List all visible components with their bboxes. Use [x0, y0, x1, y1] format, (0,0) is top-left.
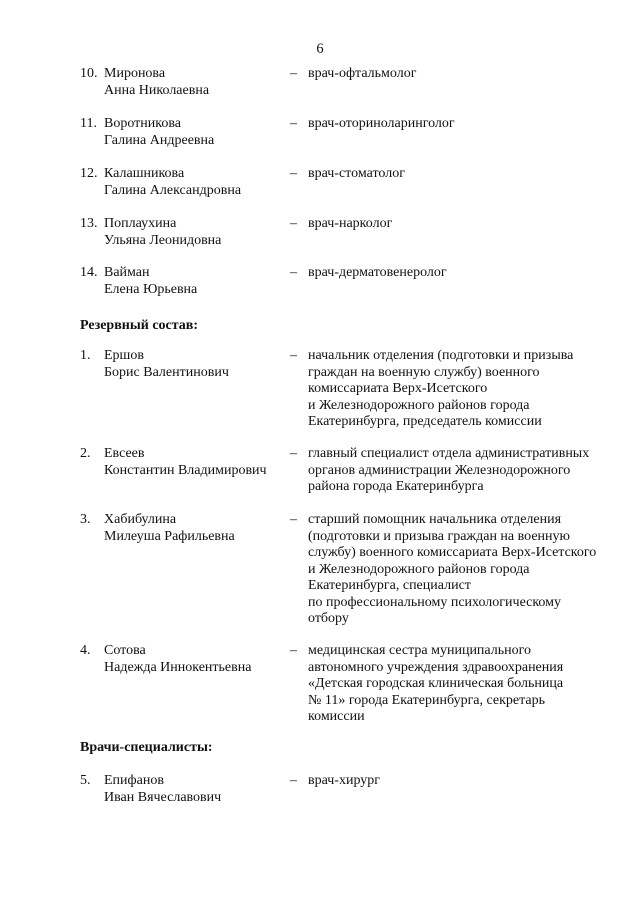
given-names: Константин Владимирович	[104, 462, 267, 478]
page-number: 6	[316, 41, 324, 57]
dash: –	[290, 216, 297, 231]
section-heading-reserve: Резервный состав:	[80, 318, 199, 333]
person-name	[104, 265, 304, 298]
dash: –	[290, 166, 297, 181]
person-name	[104, 216, 304, 249]
given-names: Надежда Иннокентьевна	[104, 659, 252, 675]
position-description: врач-нарколог	[308, 216, 393, 231]
surname: Сотова	[104, 643, 146, 658]
dash: –	[290, 265, 297, 280]
item-number: 1.	[80, 348, 91, 363]
given-names: Милеуша Рафильевна	[104, 528, 235, 544]
item-number: 2.	[80, 446, 91, 461]
person-name	[104, 66, 304, 99]
given-names: Иван Вячеславович	[104, 789, 222, 805]
item-number: 11.	[80, 116, 97, 131]
person-name	[104, 166, 304, 199]
item-number: 5.	[80, 773, 91, 788]
item-number: 12.	[80, 166, 98, 181]
position-description: врач-дерматовенеролог	[308, 265, 447, 280]
given-names: Галина Андреевна	[104, 132, 215, 148]
given-names: Борис Валентинович	[104, 364, 229, 380]
dash: –	[290, 348, 297, 363]
given-names: Ульяна Леонидовна	[104, 232, 222, 248]
dash: –	[290, 512, 297, 527]
person-name	[104, 348, 304, 381]
surname: Ершов	[104, 348, 144, 363]
person-name	[104, 643, 304, 676]
position-description: начальник отделения (подготовки и призыва граждан на военную службу) военного комиссариата Верх-Исетского и Железнодорожного районов города Екатеринбурга, председатель комиссии	[308, 348, 574, 429]
item-number: 10.	[80, 66, 98, 81]
position-description: врач-стоматолог	[308, 166, 405, 181]
given-names: Анна Николаевна	[104, 82, 210, 98]
item-number: 13.	[80, 216, 98, 231]
dash: –	[290, 66, 297, 81]
surname: Калашникова	[104, 166, 185, 181]
position-description: старший помощник начальника отделения (подготовки и призыва граждан на военную службу) военного комиссариата Верх-Исетского и Железнодорожного районов города Екатеринбурга, специалист по профессиональному психологическому отбору	[308, 512, 597, 626]
position-description: врач-оториноларинголог	[308, 116, 455, 131]
dash: –	[290, 446, 297, 461]
surname: Воротникова	[104, 116, 181, 131]
surname: Миронова	[104, 66, 166, 81]
position-description: главный специалист отдела административных органов администрации Железнодорожного района города Екатеринбурга	[308, 446, 590, 494]
surname: Евсеев	[104, 446, 145, 461]
section-heading-doctors: Врачи-специалисты:	[80, 740, 213, 755]
person-name	[104, 773, 304, 806]
person-name	[104, 116, 304, 149]
position-description: врач-хирург	[308, 773, 381, 788]
dash: –	[290, 116, 297, 131]
item-number: 14.	[80, 265, 98, 280]
position-description: медицинская сестра муниципального автономного учреждения здравоохранения «Детская городская клиническая больница № 11» города Екатеринбурга, секретарь комиссии	[308, 643, 564, 724]
person-name	[104, 446, 304, 479]
given-names: Галина Александровна	[104, 182, 242, 198]
surname: Епифанов	[104, 773, 164, 788]
given-names: Елена Юрьевна	[104, 281, 198, 297]
position-description: врач-офтальмолог	[308, 66, 417, 81]
dash: –	[290, 773, 297, 788]
item-number: 3.	[80, 512, 91, 527]
surname: Хабибулина	[104, 512, 177, 527]
surname: Поплаухина	[104, 216, 177, 231]
person-name	[104, 512, 304, 545]
surname: Вайман	[104, 265, 150, 280]
item-number: 4.	[80, 643, 91, 658]
dash: –	[290, 643, 297, 658]
